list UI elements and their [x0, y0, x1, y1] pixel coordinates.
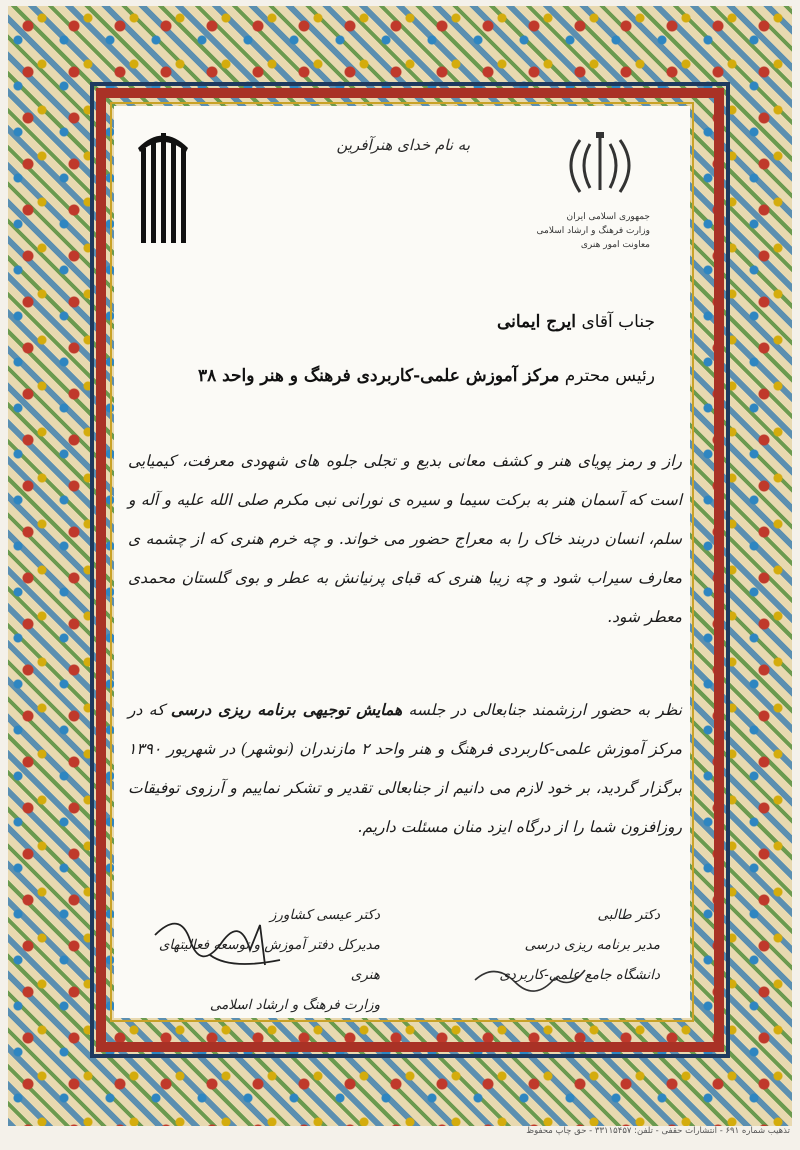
government-letterhead: [530, 210, 650, 252]
signatory-organization: وزارت فرهنگ و ارشاد اسلامی: [209, 997, 380, 1013]
addressee-line-1: [135, 312, 655, 332]
basmala-heading: به نام خدای هنرآفرین: [336, 136, 470, 154]
addressee-line-2: [135, 366, 655, 386]
addressee-name: ایرج ایمانی: [496, 312, 577, 332]
paragraph-2-end: که در مرکز آموزش علمی-کاربردی فرهنگ و هنر واحد ۲ مازندران (نوشهر) در شهریور ۱۳۹۰ برگزار گردید، بر خود لازم می دانیم از جنابعالی تقدیر و تشکر نماییم و آرزوی توفیقات روزافزون شما را از درگاه ایزد منان مسئلت داریم.: [128, 701, 682, 837]
gov-line: وزارت فرهنگ و ارشاد اسلامی: [536, 226, 650, 236]
gov-line: معاونت امور هنری: [580, 240, 650, 250]
signatory-organization: دانشگاه جامع علمی-کاربردی: [499, 967, 660, 983]
paragraph-2-start: نظر به حضور ارزشمند جنابعالی در جلسه: [408, 701, 682, 719]
addressee-prefix: جناب آقای: [581, 312, 655, 332]
gov-line: جمهوری اسلامی ایران: [566, 212, 650, 222]
print-footer: تذهیب شماره ۶۹۱ - انتشارات حقفی - تلفن: ۳۳۱۱۵۴۵۷ - حق چاپ محفوظ: [526, 1126, 790, 1136]
iran-emblem-icon: [560, 130, 640, 200]
art-logo-icon: [138, 128, 188, 248]
addressee-title: رئیس محترم: [564, 366, 655, 386]
signatory-name: دکتر عیسی کشاورز: [269, 907, 380, 923]
signatory-name: دکتر طالبی: [597, 907, 660, 923]
signature-block-right: [470, 900, 660, 990]
body-paragraph-2: [128, 690, 682, 847]
body-paragraph-1: راز و رمز پویای هنر و کشف معانی بدیع و تجلی جلوه های شهودی معرفت، کیمیایی است که آسمان هنر به برکت سیما و سیره ی نورانی نبی مکرم صلی الله علیه و آله و سلم، انسان دربند خاک را به معراج حضور می خواند. و چه خرم هنری که از چشمه ی معارف سیراب شود و چه زیبا هنری که قبای پرنیانش به عطر و بوی گلستان محمدی معطر شود.: [128, 452, 682, 627]
addressee-organization: مرکز آموزش علمی-کاربردی فرهنگ و هنر واحد ۳۸: [197, 366, 560, 386]
signatory-title: مدیر برنامه ریزی درسی: [524, 937, 660, 953]
signature-block-left: [150, 900, 380, 1020]
event-name: همایش توجیهی برنامه ریزی درسی: [170, 700, 403, 719]
signatory-title: مدیرکل دفتر آموزش و توسعه فعالیتهای هنری: [158, 937, 380, 983]
